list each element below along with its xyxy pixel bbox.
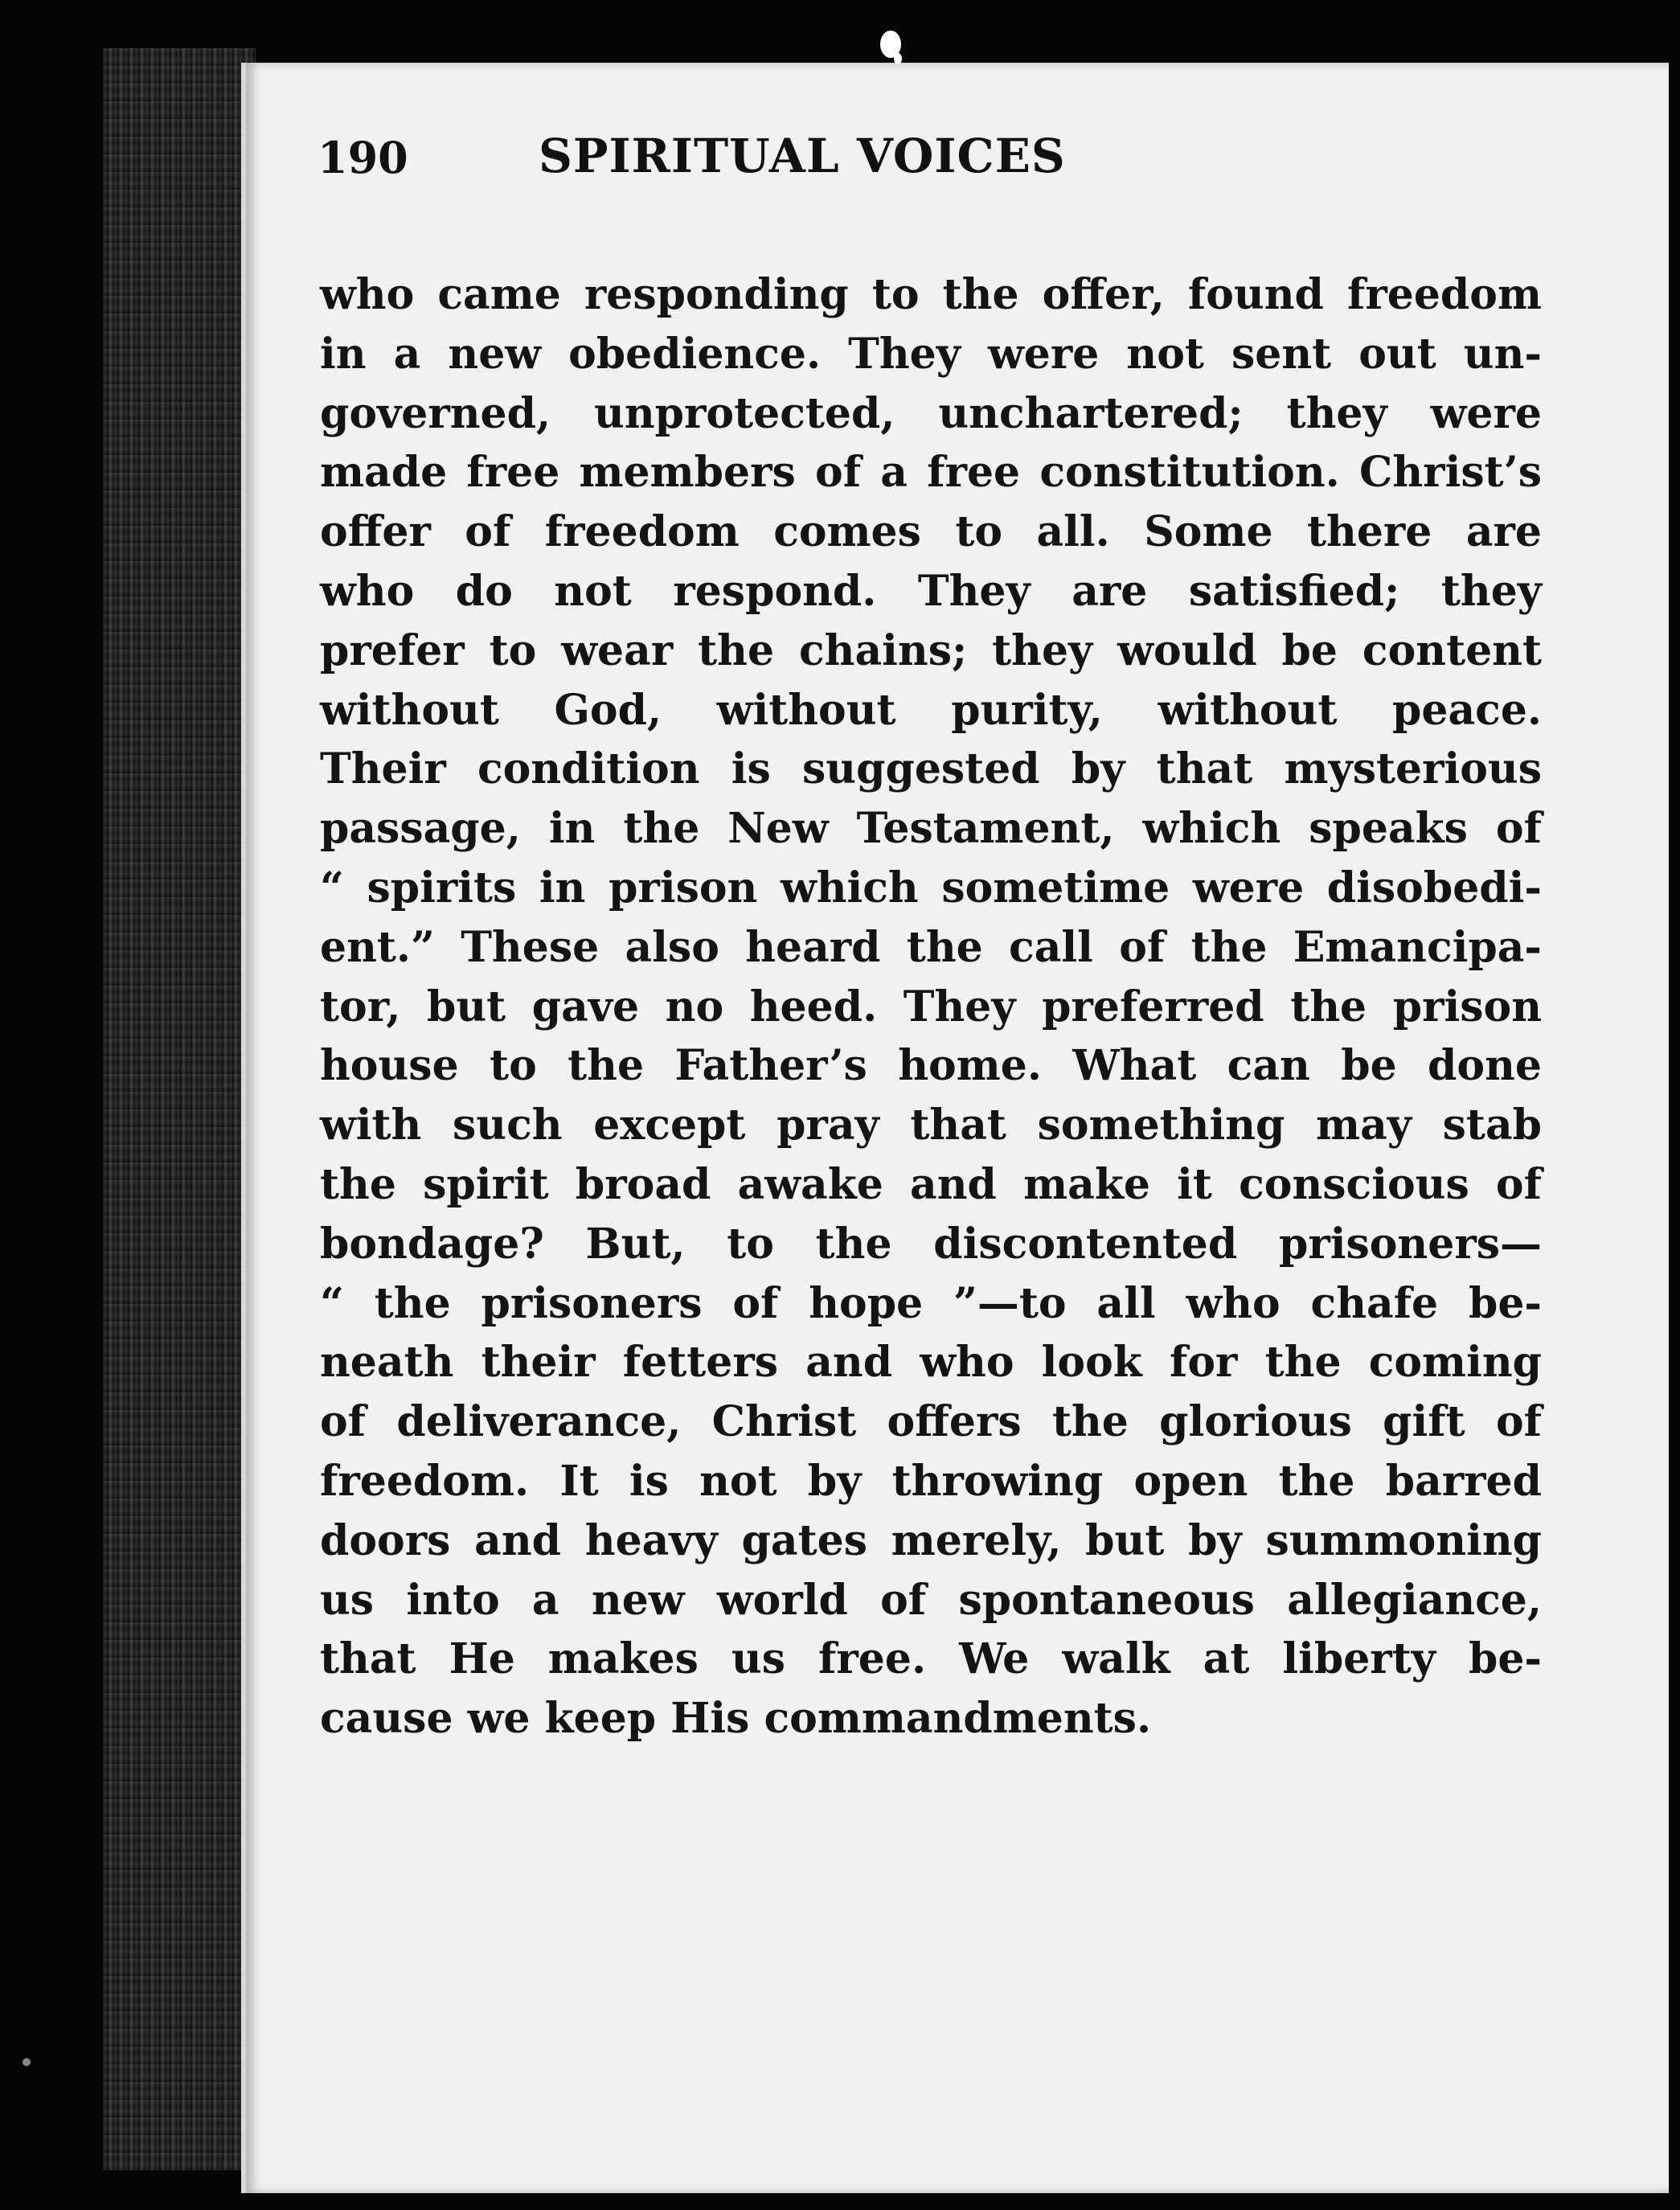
text-line: doors and heavy gates merely, but by summoning [320, 1515, 1542, 1565]
text-line: without God, without purity, without peace. [320, 685, 1542, 735]
text-line: house to the Father’s home. What can be done [320, 1041, 1542, 1091]
text-line: in a new obedience. They were not sent out un- [320, 329, 1542, 379]
text-line: tor, but gave no heed. They preferred the prison [320, 982, 1542, 1031]
dust-speck [894, 53, 902, 64]
text-line: with such except pray that something may stab [320, 1101, 1542, 1150]
page-number: 190 [318, 132, 408, 183]
text-line: freedom. It is not by throwing open the barred [320, 1456, 1542, 1506]
text-line: passage, in the New Testament, which speaks of [320, 804, 1542, 854]
text-line: that He makes us free. We walk at liberty be- [320, 1634, 1542, 1684]
text-line: the spirit broad awake and make it conscious of [320, 1159, 1542, 1209]
text-line: of deliverance, Christ offers the glorious gift of [320, 1397, 1542, 1447]
text-line: ent.” These also heard the call of the Emancipa- [320, 922, 1542, 972]
text-line: bondage? But, to the discontented prisoners— [320, 1219, 1542, 1269]
body-text [320, 265, 1542, 1749]
text-line: governed, unprotected, unchartered; they were [320, 388, 1542, 438]
text-line: who came responding to the offer, found freedom [320, 270, 1542, 319]
text-line: cause we keep His commandments. [320, 1694, 1152, 1744]
text-line: neath their fetters and who look for the coming [320, 1338, 1542, 1388]
page-header [318, 129, 1523, 209]
text-line: “ the prisoners of hope ”—to all who chafe be- [320, 1278, 1542, 1328]
text-line: offer of freedom comes to all. Some there are [320, 507, 1542, 557]
running-title: SPIRITUAL VOICES [539, 129, 1066, 183]
text-line: Their condition is suggested by that mysterious [320, 744, 1542, 794]
text-line: who do not respond. They are satisfied; they [320, 566, 1542, 616]
dust-speck [23, 2058, 31, 2066]
text-line: “ spirits in prison which sometime were disobedi- [320, 863, 1542, 912]
book-spine-edge [103, 48, 256, 2171]
text-line: made free members of a free constitution. Christ’s [320, 448, 1542, 498]
text-line: prefer to wear the chains; they would be content [320, 625, 1542, 675]
text-line: us into a new world of spontaneous allegiance, [320, 1575, 1542, 1625]
